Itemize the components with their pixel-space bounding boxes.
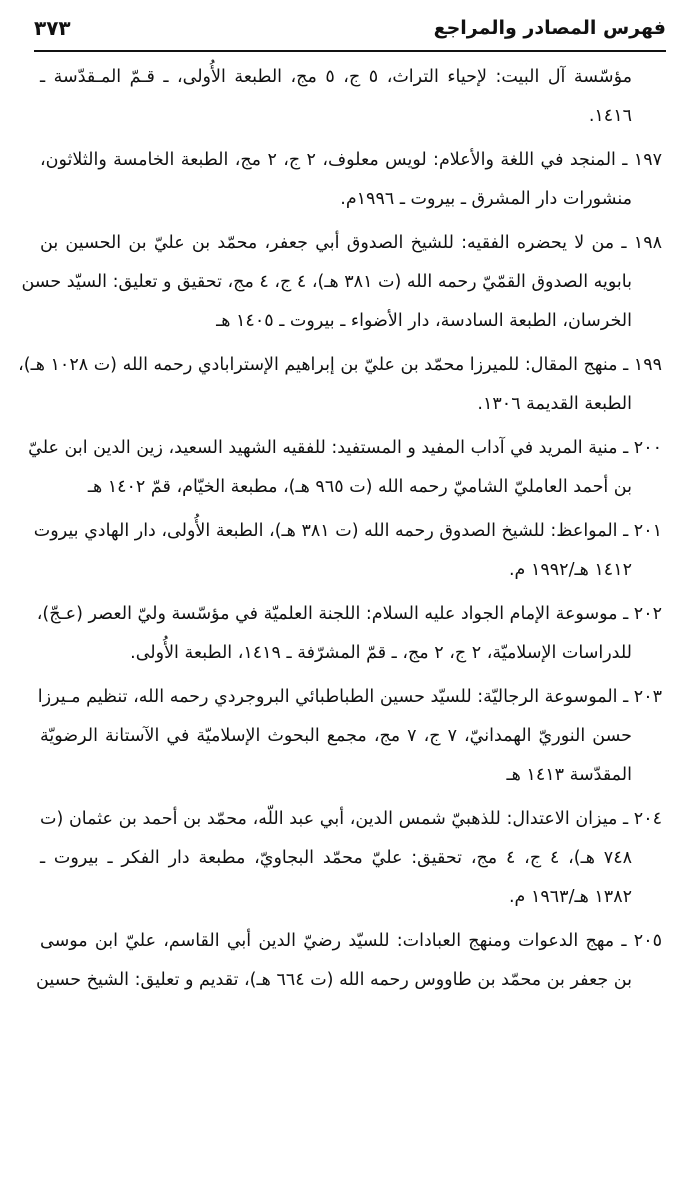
bibliography-list bbox=[18, 58, 662, 1005]
entry-line: المقدّسة ١٤١٣ هـ bbox=[506, 765, 632, 785]
entry-line: ٢٠٠ ـ منية المريد في آداب المفيد و المستفيد: للفقيه الشهيد السعيد، زين الدين ابن عليّ bbox=[28, 438, 662, 458]
entry-line: بن جعفر بن محمّد بن طاووس رحمه الله (ت ٦٦٤ هـ)، تقديم و تعليق: الشيخ حسين bbox=[36, 970, 632, 990]
entry-line: ١٩٩ ـ منهج المقال: للميرزا محمّد بن عليّ بن إبراهيم الإسترابادي رحمه الله (ت ١٠٢٨ هـ)، bbox=[18, 355, 662, 375]
entry-line: حسن النوريّ الهمدانيّ، ٧ ج، ٧ مج، مجمع البحوث الإسلاميّة في الآستانة الرضويّة bbox=[40, 726, 632, 746]
entry-line: ٢٠١ ـ المواعظ: للشيخ الصدوق رحمه الله (ت ٣٨١ هـ)، الطبعة الأُولى، دار الهادي بيروت bbox=[33, 521, 662, 541]
entry-line: ١٩٨ ـ من لا يحضره الفقيه: للشيخ الصدوق أبي جعفر، محمّد بن عليّ بن الحسين بن bbox=[40, 233, 662, 253]
entry-line: مؤسّسة آل البيت: لإحياء التراث، ٥ ج، ٥ مج، الطبعة الأُولى، ـ قـمّ المـقدّسة ـ bbox=[40, 67, 632, 87]
bibliography-entry bbox=[36, 595, 662, 673]
bibliography-entry bbox=[37, 678, 662, 795]
bibliography-entry bbox=[40, 58, 662, 136]
entry-line: ٢٠٢ ـ موسوعة الإمام الجواد عليه السلام: اللجنة العلميّة في مؤسّسة وليّ العصر (عـجّ)، bbox=[36, 604, 662, 624]
entry-line: ١٩٧ ـ المنجد في اللغة والأعلام: لويس معلوف، ٢ ج، ٢ مج، الطبعة الخامسة والثلاثون، bbox=[40, 150, 662, 170]
entry-line: الطبعة القديمة ١٣٠٦. bbox=[477, 394, 632, 414]
entry-line: ٢٠٣ ـ الموسوعة الرجاليّة: للسيّد حسين الطباطبائي البروجردي رحمه الله، تنظيم مـيرزا bbox=[37, 687, 662, 707]
bibliography-entry bbox=[33, 512, 662, 590]
bibliography-entry bbox=[36, 922, 662, 1000]
entry-line: ١٣٨٢ هـ/١٩٦٣ م. bbox=[508, 887, 632, 907]
header-rule bbox=[34, 50, 666, 52]
bibliography-entry bbox=[18, 346, 662, 424]
page-number: ٣٧٣ bbox=[34, 16, 71, 40]
entry-line: ٢٠٥ ـ مهج الدعوات ومنهج العبادات: للسيّد رضيّ الدين أبي القاسم، عليّ ابن موسى bbox=[40, 931, 662, 951]
bibliography-entry bbox=[28, 429, 662, 507]
page-header bbox=[34, 8, 666, 48]
entry-line: ٢٠٤ ـ ميزان الاعتدال: للذهبيّ شمس الدين، أبي عبد اللّه، محمّد بن أحمد بن عثمان (ت bbox=[40, 809, 662, 829]
bibliography-entry bbox=[21, 224, 662, 341]
entry-line: للدراسات الإسلاميّة، ٢ ج، ٢ مج، ـ قمّ المشرّفة ـ ١٤١٩، الطبعة الأُولى. bbox=[130, 643, 632, 663]
entry-line: ١٤١٦. bbox=[588, 106, 632, 126]
entry-line: ١٤١٢ هـ/١٩٩٢ م. bbox=[508, 560, 632, 580]
entry-line: ٧٤٨ هـ)، ٤ ج، ٤ مج، تحقيق: عليّ محمّد البجاويّ، مطبعة دار الفكر ـ بيروت ـ bbox=[40, 848, 632, 868]
entry-line: بن أحمد العامليّ الشاميّ رحمه الله (ت ٩٦٥ هـ)، مطبعة الخيّام، قمّ ١٤٠٢ هـ bbox=[87, 477, 632, 497]
bibliography-entry bbox=[40, 800, 662, 917]
entry-line: منشورات دار المشرق ـ بيروت ـ ١٩٩٦م. bbox=[340, 189, 632, 209]
bibliography-entry bbox=[40, 141, 662, 219]
entry-line: الخرسان، الطبعة السادسة، دار الأضواء ـ بيروت ـ ١٤٠٥ هـ bbox=[216, 311, 632, 331]
entry-line: بابويه الصدوق القمّيّ رحمه الله (ت ٣٨١ هـ)، ٤ ج، ٤ مج، تحقيق و تعليق: السيّد حسن bbox=[21, 272, 632, 292]
running-title: فهرس المصادر والمراجع bbox=[433, 17, 666, 39]
